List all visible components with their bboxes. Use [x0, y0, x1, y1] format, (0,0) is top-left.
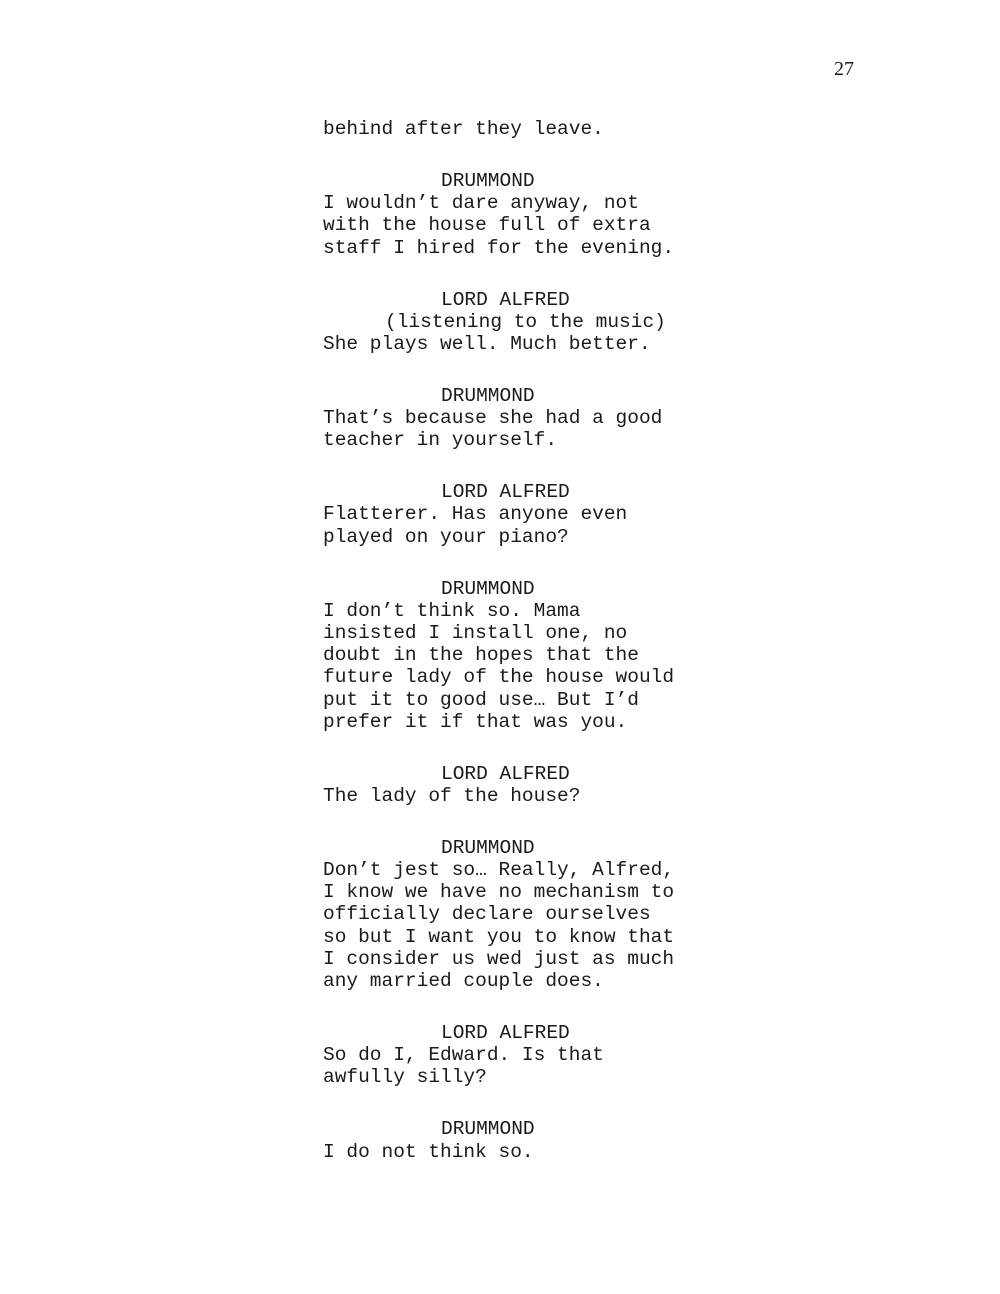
character-name: LORD ALFRED [441, 288, 570, 311]
dialogue-line: staff I hired for the evening. [323, 236, 675, 259]
dialogue-block [323, 1022, 743, 1089]
dialogue-block [323, 481, 743, 548]
dialogue-line: teacher in yourself. [323, 429, 558, 452]
character-name: LORD ALFRED [441, 762, 570, 785]
dialogue-line: I wouldn’t dare anyway, not [323, 192, 639, 215]
dialogue-line: So do I, Edward. Is that [323, 1044, 604, 1067]
dialogue-line: I know we have no mechanism to [323, 881, 675, 904]
dialogue-line: awfully silly? [323, 1066, 487, 1089]
dialogue-block [323, 385, 743, 452]
dialogue-line: The lady of the house? [323, 784, 581, 807]
dialogue-line: She plays well. Much better. [323, 332, 651, 355]
character-name: LORD ALFRED [441, 481, 570, 504]
dialogue-line: I don’t think so. Mama [323, 599, 581, 622]
dialogue-line: doubt in the hopes that the [323, 644, 639, 667]
dialogue-line: officially declare ourselves [323, 903, 651, 926]
dialogue-line: behind after they leave. [323, 118, 604, 140]
dialogue-block [323, 837, 743, 992]
dialogue-line: Flatterer. Has anyone even [323, 503, 628, 526]
character-name: LORD ALFRED [441, 1022, 570, 1044]
dialogue-line: insisted I install one, no [323, 621, 628, 644]
dialogue-block [323, 289, 743, 356]
dialogue-line: That’s because she had a good [323, 407, 663, 430]
dialogue-line: prefer it if that was you. [323, 710, 628, 733]
dialogue-line: I consider us wed just as much [323, 947, 675, 970]
character-name: DRUMMOND [441, 169, 535, 192]
character-name: DRUMMOND [441, 1118, 535, 1141]
character-name: DRUMMOND [441, 577, 535, 600]
dialogue-line: future lady of the house would [323, 666, 675, 689]
screenplay-body [323, 118, 743, 1163]
dialogue-line: so but I want you to know that [323, 925, 675, 948]
parenthetical: (listening to the music) [385, 310, 666, 333]
dialogue-line: played on your piano? [323, 525, 569, 548]
dialogue-block [323, 578, 743, 733]
dialogue-block [323, 170, 743, 259]
dialogue-block [323, 763, 743, 807]
page-number: 27 [834, 58, 854, 80]
dialogue-line: with the house full of extra [323, 214, 651, 237]
character-name: DRUMMOND [441, 836, 535, 859]
dialogue-block [323, 1118, 743, 1162]
dialogue-line: I do not think so. [323, 1140, 534, 1163]
dialogue-line: put it to good use… But I’d [323, 688, 639, 711]
dialogue-line: any married couple does. [323, 970, 604, 993]
dialogue-line: Don’t jest so… Really, Alfred, [323, 859, 675, 882]
character-name: DRUMMOND [441, 384, 535, 407]
